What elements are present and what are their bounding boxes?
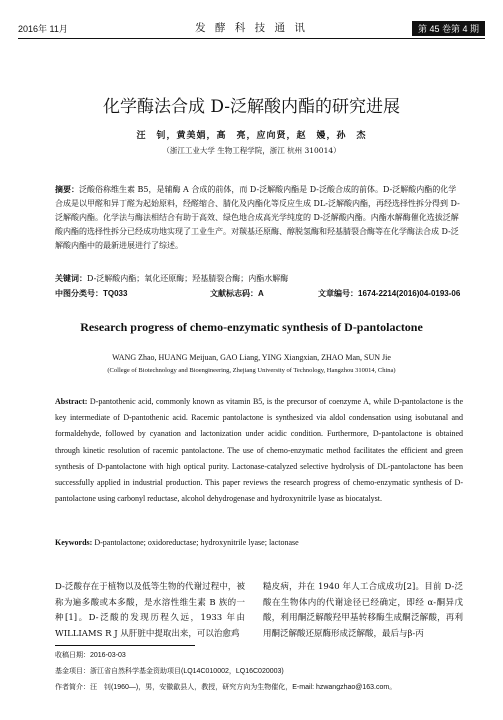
keywords-chinese <box>55 273 463 284</box>
clc-number: 中图分类号：TQ033 <box>55 289 128 298</box>
authors-chinese: 汪 钊，黄美娟，高 亮，应向贤，赵 嫚，孙 杰 <box>136 131 367 141</box>
abstract-text-cn: 泛酸俗称维生素 B5，是辅酶 A 合成的前体，而 D-泛解酸内酯是 D-泛酸合成的前体。D-泛解酸内酯的化学合成是以甲醛和异丁醛为起始原料，经醛缩合、腈化及内酯化等反应生成 DL-泛解酸内酯，再经选择性拆分得到 D-泛解酸内酯。化学法与酶法相结合有助于高效、绿色地合成高光学纯度的 D-泛解酸内酯。内酯水解酶催化选拔泛解酸内酯的选择性拆分已经成功地实现了工业生产。对羰基还原酶、醇脱氢酶和羟基腈裂合酶等在化学酶法合成 D-泛解酸内酯中的最新进展进行了综述。 <box>55 185 460 250</box>
document-code: 文献标志码：A <box>210 289 264 298</box>
keywords-label-cn: 关键词： <box>55 273 87 283</box>
header-date: 2016年 11月 <box>18 24 68 34</box>
volume-issue-badge: 第 45 卷第 4 期 <box>412 21 485 36</box>
affiliation-english: (College of Biotechnology and Bioengineering, Zhejiang University of Technology, Hangzhou 310014, China) <box>107 367 396 374</box>
title-english: Research progress of chemo-enzymatic synthesis of D-pantolactone <box>80 320 423 334</box>
authors-english: WANG Zhao, HUANG Meijuan, GAO Liang, YING Xiangxian, ZHAO Man, SUN Jie <box>112 353 391 362</box>
keywords-text-en: D-pantolactone; oxidoreductase; hydroxynitrile lyase; lactonase <box>92 538 299 547</box>
footnote-rule <box>55 645 195 646</box>
keywords-english <box>55 538 463 547</box>
footnote-author: 作者简介：汪 钊(1960—)，男，安徽歙县人，教授，研究方向为生物催化，E-mail: hzwangzhao@163.com。 <box>55 684 397 691</box>
abstract-chinese <box>55 182 463 253</box>
keywords-text-cn: D-泛解酸内酯；氧化还原酶；羟基腈裂合酶；内酯水解酶 <box>87 274 289 283</box>
journal-name: 发 酵 科 技 通 讯 <box>195 22 308 34</box>
header-rule <box>18 38 485 39</box>
footnote-funding: 基金项目：浙江省自然科学基金资助项目(LQ14C010002，LQ16C020003) <box>55 668 284 675</box>
abstract-label-en: Abstract: <box>55 397 88 406</box>
title-chinese: 化学酶法合成 D-泛解酸内酯的研究进展 <box>102 97 401 117</box>
abstract-label-cn: 摘要： <box>55 184 79 194</box>
running-header <box>18 18 485 38</box>
article-number: 文章编号：1674-2214(2016)04-0193-06 <box>318 289 461 298</box>
body-column-left: D-泛酸存在于植物以及低等生物的代谢过程中，被称为遍多酸或本多酸，是水溶性维生素 B 族的一种[1]。D-泛酸的发现历程久远，1933 年由 WILLIAMS R J 从肝脏中提取出来，可以治愈鸡 <box>55 582 245 639</box>
keywords-label-en: Keywords: <box>55 538 93 547</box>
affiliation-chinese: （浙江工业大学 生物工程学院，浙江 杭州 310014） <box>162 146 341 155</box>
abstract-text-en: D-pantothenic acid, commonly known as vitamin B5, is the precursor of coenzyme A, while D-pantolactone is the key intermediate of D-pantothenic acid. Racemic pantolactone is synthesized via aldol condensation using isobutanal and formaldehyde, followed by cyanation and lactonization under acidic condition. Furthermore, D-pantolactone is obtained through kinetic resolution of racemic pantolactone. The use of chemo-enzymatic method facilitates the efficient and green synthesis of D-pantolactone with high optical purity. Lactonase-catalyzed selective hydrolysis of DL-pantolactone has been successfully applied in industrial production. This paper reviews the research progress of chemo-enzymatic synthesis of D-pantolactone using carbonyl reductase, alcohol dehydrogenase and hydroxynitrile lyase as biocatalyst. <box>55 397 463 504</box>
footnote-received: 收稿日期：2016-03-03 <box>55 652 126 659</box>
abstract-english <box>55 394 463 507</box>
body-column-right: 糙皮病，并在 1940 年人工合成成功[2]。目前 D-泛酸在生物体内的代谢途径已经确定，即经 α-酮异戊酸，利用酮泛解酸羟甲基转移酶生成酮泛解酸，再利用酮泛解酸还原酶形成泛解酸，最后与β-丙 <box>263 582 463 639</box>
